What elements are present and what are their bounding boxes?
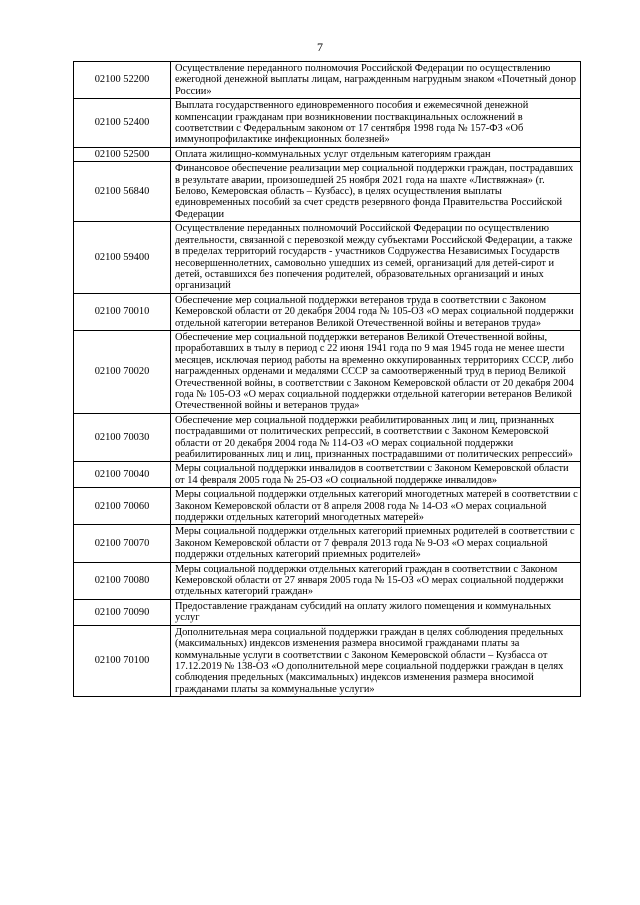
budget-code: 02100 70060 xyxy=(74,488,171,525)
code-description: Меры социальной поддержки отдельных категорий граждан в соответствии с Законом Кемеровской области от 27 января 2005 года № 15-ОЗ «О мерах социальной поддержки отдельных категорий граждан» xyxy=(171,562,581,599)
code-description: Меры социальной поддержки отдельных категорий приемных родителей в соответствии с Законом Кемеровской области от 7 февраля 2013 года № 9-ОЗ «О мерах социальной поддержки отдельных категорий приемных родителей» xyxy=(171,525,581,562)
table-row xyxy=(74,562,581,599)
table-row xyxy=(74,488,581,525)
table-row xyxy=(74,293,581,330)
budget-code: 02100 70030 xyxy=(74,413,171,462)
table-row xyxy=(74,62,581,99)
code-description: Дополнительная мера социальной поддержки граждан в целях соблюдения предельных (максимальных) индексов изменения размера вносимой гражданами платы за коммунальные услуги в соответствии с Законом Кемеровской области – Кузбасса от 17.12.2019 № 138-ОЗ «О дополнительной мере социальной поддержки граждан в целях соблюдения предельных (максимальных) индексов изменения размера вносимой гражданами платы за коммунальные услуги» xyxy=(171,625,581,696)
code-description: Предоставление гражданам субсидий на оплату жилого помещения и коммунальных услуг xyxy=(171,599,581,625)
code-description: Осуществление переданного полномочия Российской Федерации по осуществлению ежегодной денежной выплаты лицам, награжденным нагрудным знаком «Почетный донор России» xyxy=(171,62,581,99)
code-description: Меры социальной поддержки отдельных категорий многодетных матерей в соответствии с Законом Кемеровской области от 8 апреля 2008 года № 14-ОЗ «О мерах социальной поддержки отдельных категорий многодетных матерей» xyxy=(171,488,581,525)
budget-code: 02100 70070 xyxy=(74,525,171,562)
table-body xyxy=(74,62,581,697)
budget-code: 02100 70010 xyxy=(74,293,171,330)
budget-code: 02100 70100 xyxy=(74,625,171,696)
budget-code: 02100 52200 xyxy=(74,62,171,99)
budget-code: 02100 52400 xyxy=(74,99,171,148)
code-description: Обеспечение мер социальной поддержки ветеранов труда в соответствии с Законом Кемеровской области от 20 декабря 2004 года № 105-ОЗ «О мерах социальной поддержки отдельной категории ветеранов Великой Отечественной войны и ветеранов труда» xyxy=(171,293,581,330)
budget-codes-table xyxy=(73,61,581,697)
code-description: Обеспечение мер социальной поддержки реабилитированных лиц и лиц, признанных пострадавшими от политических репрессий, в соответствии с Законом Кемеровской области от 20 декабря 2004 года № 114-ОЗ «О мерах социальной поддержки реабилитированных лиц и лиц, признанных пострадавшими от политических репрессий» xyxy=(171,413,581,462)
code-description: Оплата жилищно-коммунальных услуг отдельным категориям граждан xyxy=(171,147,581,161)
table-row xyxy=(74,99,581,148)
code-description: Меры социальной поддержки инвалидов в соответствии с Законом Кемеровской области от 14 февраля 2005 года № 25-ОЗ «О социальной поддержке инвалидов» xyxy=(171,462,581,488)
budget-code: 02100 70090 xyxy=(74,599,171,625)
table-row xyxy=(74,147,581,161)
budget-code: 02100 59400 xyxy=(74,222,171,293)
code-description: Финансовое обеспечение реализации мер социальной поддержки граждан, пострадавших в результате аварии, произошедшей 25 ноября 2021 года на шахте «Листвяжная» (г. Белово, Кемеровская область – Кузбасс), в целях осуществления выплаты единовременных пособий за счет средств резервного фонда Правительства Российской Федерации xyxy=(171,162,581,222)
budget-code: 02100 70040 xyxy=(74,462,171,488)
code-description: Выплата государственного единовременного пособия и ежемесячной денежной компенсации гражданам при возникновении поствакцинальных осложнений в соответствии с Федеральным законом от 17 сентября 1998 года № 157-ФЗ «Об иммунопрофилактике инфекционных болезней» xyxy=(171,99,581,148)
budget-code: 02100 70020 xyxy=(74,330,171,413)
table-row xyxy=(74,330,581,413)
table-row xyxy=(74,525,581,562)
code-description: Обеспечение мер социальной поддержки ветеранов Великой Отечественной войны, проработавших в тылу в период с 22 июня 1941 года по 9 мая 1945 года не менее шести месяцев, исключая период работы на временно оккупированных территориях СССР, либо награжденных орденами и медалями СССР за самоотверженный труд в период Великой Отечественной войны, в соответствии с Законом Кемеровской области от 20 декабря 2004 года № 105-ОЗ «О мерах социальной поддержки отдельной категории ветеранов Великой Отечественной войны и ветеранов труда» xyxy=(171,330,581,413)
budget-code: 02100 70080 xyxy=(74,562,171,599)
table-row xyxy=(74,599,581,625)
code-description: Осуществление переданных полномочий Российской Федерации по осуществлению деятельности, связанной с перевозкой между субъектами Российской Федерации, а также в пределах территорий государств - участников Содружества Независимых Государств несовершеннолетних, самовольно ушедших из семей, организаций для детей-сирот и детей, оставшихся без попечения родителей, образовательных организаций и иных организаций xyxy=(171,222,581,293)
budget-code: 02100 52500 xyxy=(74,147,171,161)
table-row xyxy=(74,413,581,462)
table-row xyxy=(74,222,581,293)
table-row xyxy=(74,462,581,488)
budget-code: 02100 56840 xyxy=(74,162,171,222)
table-row xyxy=(74,162,581,222)
page-number: 7 xyxy=(317,40,323,54)
table-row xyxy=(74,625,581,696)
